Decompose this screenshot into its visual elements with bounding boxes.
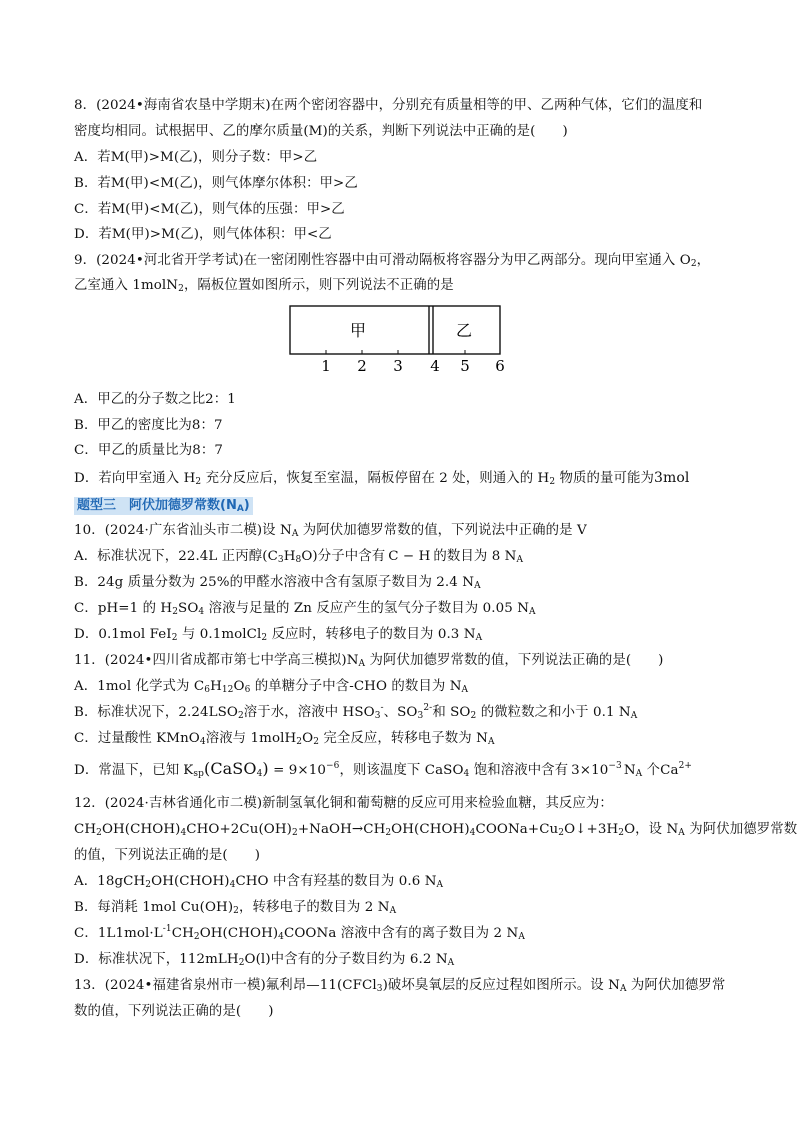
q10-option-c: C．pH=1 的 $H_2SO_4$ 溶液与足量的 Zn 反应产生的氢气分子数目为 0.05 $N_A$ xyxy=(74,601,536,617)
q9-option-b: B．甲乙的密度比为8：7 xyxy=(74,418,223,433)
tick-label-2: 2 xyxy=(357,357,367,375)
section-heading-avogadro: 题型三 阿伏加德罗常数$(N_A)$ xyxy=(74,497,253,515)
q9-option-a: A．甲乙的分子数之比2：1 xyxy=(74,392,236,407)
tick-label-4: 4 xyxy=(430,357,440,375)
q12-option-a: A．$18gCH_2OH(CHOH)_4CHO$ 中含有羟基的数目为 0.6 $N_A$ xyxy=(74,874,444,890)
q11-stem: 11．(2024•四川省成都市第七中学高三模拟)$N_A$ 为阿伏加德罗常数的值，下列说法正确的是( ) xyxy=(74,653,664,669)
container-partition-diagram xyxy=(288,305,518,377)
q8-stem-line2: 密度均相同。试根据甲、乙的摩尔质量(M)的关系，判断下列说法中正确的是( ) xyxy=(74,124,568,139)
q12-option-c: C．$1L1mol\cdot L^{-1}CH_2OH(CHOH)_4COONa$ 溶液中含有的离子数目为 2 $N_A$ xyxy=(74,924,525,942)
q9-stem-line1: 9．(2024•河北省开学考试)在一密闭刚性容器中由可滑动隔板将容器分为甲乙两部分。现向甲室通入 $O_2$， xyxy=(74,253,711,269)
q8-option-d: D．若M(甲)>M(乙)，则气体体积：甲<乙 xyxy=(74,227,332,242)
q8-option-c: C．若M(甲)<M(乙)，则气体的压强：甲>乙 xyxy=(74,202,345,217)
q9-stem-line2: 乙室通入 1molN$_2$，隔板位置如图所示，则下列说法不正确的是 xyxy=(74,278,454,294)
q12-option-b: B．每消耗 1mol $Cu(OH)_2$，转移电子的数目为 2 $N_A$ xyxy=(74,900,397,916)
q10-stem: 10．(2024·广东省汕头市二模)设 $N_A$ 为阿伏加德罗常数的值，下列说法中正确的是 V xyxy=(74,523,587,539)
tick-label-1: 1 xyxy=(321,357,331,375)
tick-label-6: 6 xyxy=(495,357,505,375)
q9-option-c: C．甲乙的质量比为8：7 xyxy=(74,443,223,458)
q11-option-c: C．过量酸性 KMnO$_4$溶液与 $1molH_2O_2$ 完全反应，转移电子数为 $N_A$ xyxy=(74,731,495,747)
chamber-label-jia: 甲 xyxy=(349,321,367,340)
q11-option-a: A．1mol 化学式为 $C_6H_{12}O_6$ 的单糖分子中含-CHO 的数目为 $N_A$ xyxy=(74,679,469,695)
q12-stem-line3: 的值，下列说法正确的是( ) xyxy=(74,848,261,863)
q13-stem-line2: 数的值，下列说法正确的是( ) xyxy=(74,1004,274,1019)
q8-stem-line1: 8．(2024•海南省农垦中学期末)在两个密闭容器中，分别充有质量相等的甲、乙两种气体，它们的温度和 xyxy=(74,98,703,113)
q9-option-d: D．若向甲室通入 $H_2$ 充分反应后，恢复至室温，隔板停留在 2 处，则通入的 $H_2$ 物质的量可能为3mol xyxy=(74,470,690,487)
q11-option-b: B．标准状况下，$2.24LSO_2$溶于水，溶液中 $HSO_3^-$、$SO_3^{2-}$和 $SO_2$ 的微粒数之和小于 0.1 $N_A$ xyxy=(74,703,638,721)
tick-label-5: 5 xyxy=(460,357,470,375)
q12-reaction-equation: $CH_2OH(CHOH)_4CHO+2Cu(OH)_2+NaOH\to CH_2OH(CHOH)_4COONa+Cu_2O↓+3H_2O$，设 $N_A$ 为阿伏加德罗常数 xyxy=(74,822,798,838)
tick-label-3: 3 xyxy=(393,357,403,375)
q13-stem-line1: 13．(2024•福建省泉州市一模)氟利昂—11(CFCl$_3$)破坏臭氧层的反应过程如图所示。设 $N_A$ 为阿伏加德罗常 xyxy=(74,978,726,994)
ksp-symbol: $K_{sp}(CaSO_4) = 9\times 10^{-6}$ xyxy=(183,759,340,779)
q10-option-b: B．24g 质量分数为 25%的甲醛水溶液中含有氢原子数目为 2.4 $N_A$ xyxy=(74,575,481,591)
reaction-arrow: → xyxy=(351,822,364,837)
q10-option-a: A．标准状况下，22.4L 正丙醇$(C_3H_8O)$分子中含有 C − H 的数目为 8 $N_A$ xyxy=(74,549,524,565)
q8-option-a: A．若M(甲)>M(乙)，则分子数：甲>乙 xyxy=(74,150,318,165)
q12-option-d: D．标准状况下，112mLH$_2$O(l)中含有的分子数目约为 6.2 $N_A$ xyxy=(74,952,455,968)
chamber-label-yi: 乙 xyxy=(455,321,473,340)
q12-stem-line1: 12．(2024·吉林省通化市二模)新制氢氧化铜和葡萄糖的反应可用来检验血糖，其反应为： xyxy=(74,796,613,811)
q8-option-b: B．若M(甲)<M(乙)，则气体摩尔体积：甲>乙 xyxy=(74,176,358,191)
q11-option-d: D．常温下，已知 $K_{sp}(CaSO_4) = 9\times 10^{-6}$，则该温度下 CaSO$_4$ 饱和溶液中含有 $3\times 10^{-3}$ $N_A$ 个$Ca^{2+}$ xyxy=(74,759,693,779)
q10-option-d: D．0.1mol FeI$_2$ 与 0.1molCl$_2$ 反应时，转移电子的数目为 0.3 $N_A$ xyxy=(74,627,483,643)
